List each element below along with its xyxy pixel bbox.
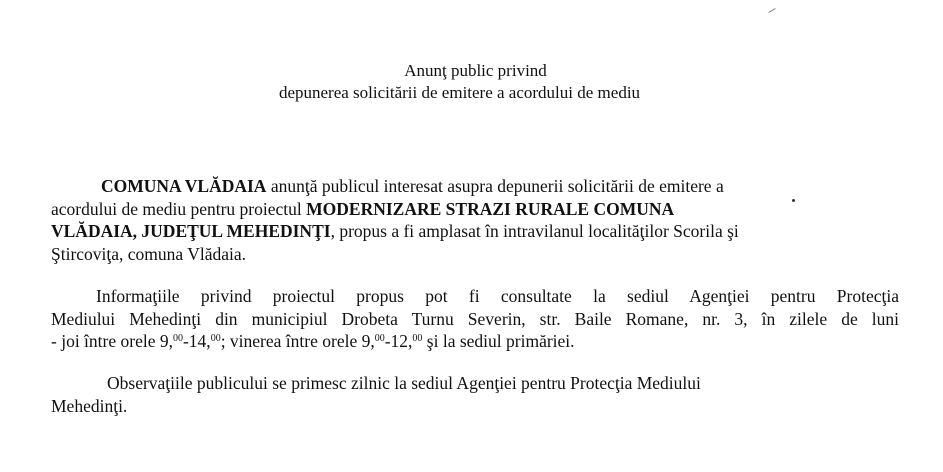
text: Mehedinţi. <box>51 395 128 416</box>
superscript: 00 <box>210 333 221 344</box>
project-name: VLĂDAIA, JUDEŢUL MEHEDINŢI <box>51 221 331 241</box>
text: anunţă publicul interesat asupra depunerii solicitării de emitere a <box>266 176 724 196</box>
scan-dot <box>792 199 795 202</box>
paragraph-line <box>51 285 899 308</box>
text: Informaţiile privind proiectul propus pot fi consultate la sediul Agenţiei pentru Protecţia <box>96 286 899 306</box>
text: Observaţiile publicului se primesc zilnic la sediul Agenţiei pentru Protecţia Mediului <box>107 373 701 393</box>
text: ; vinerea între orele 9, <box>220 331 375 351</box>
text: acordului de mediu pentru proiectul <box>51 198 307 219</box>
paragraph-line <box>51 243 899 266</box>
superscript: 00 <box>172 333 183 344</box>
announcement-subtitle: depunerea solicitării de emitere a acordului de mediu <box>278 83 641 102</box>
paragraph-line <box>51 372 899 395</box>
paragraph-observations <box>51 372 899 417</box>
superscript: 00 <box>412 333 423 344</box>
text: - joi între orele 9, <box>51 331 173 351</box>
paragraph-line <box>51 220 899 243</box>
applicant-name: COMUNA VLĂDAIA <box>101 176 267 196</box>
text: -12, <box>384 331 413 351</box>
text: şi la sediul primăriei. <box>422 331 575 351</box>
text: Mediului Mehedinţi din municipiul Drobeta Turnu Severin, str. Baile Romane, nr. 3, în zilele de luni <box>51 308 899 329</box>
text: , propus a fi amplasat în intravilanul localităţilor Scorila şi <box>330 221 739 241</box>
paragraph-line <box>51 308 899 331</box>
text: -14, <box>182 331 211 351</box>
scan-mark <box>768 8 775 13</box>
text: Ştircoviţa, comuna Vlădaia. <box>51 243 247 264</box>
project-name: MODERNIZARE STRAZI RURALE COMUNA <box>306 198 675 219</box>
schedule-line <box>51 330 899 353</box>
paragraph-line <box>51 175 899 198</box>
paragraph-line <box>51 198 899 221</box>
announcement-title: Anunţ public privind <box>404 61 547 80</box>
paragraph-information <box>51 285 899 353</box>
superscript: 00 <box>374 333 385 344</box>
paragraph-line <box>51 395 899 418</box>
paragraph-applicant <box>51 175 899 265</box>
